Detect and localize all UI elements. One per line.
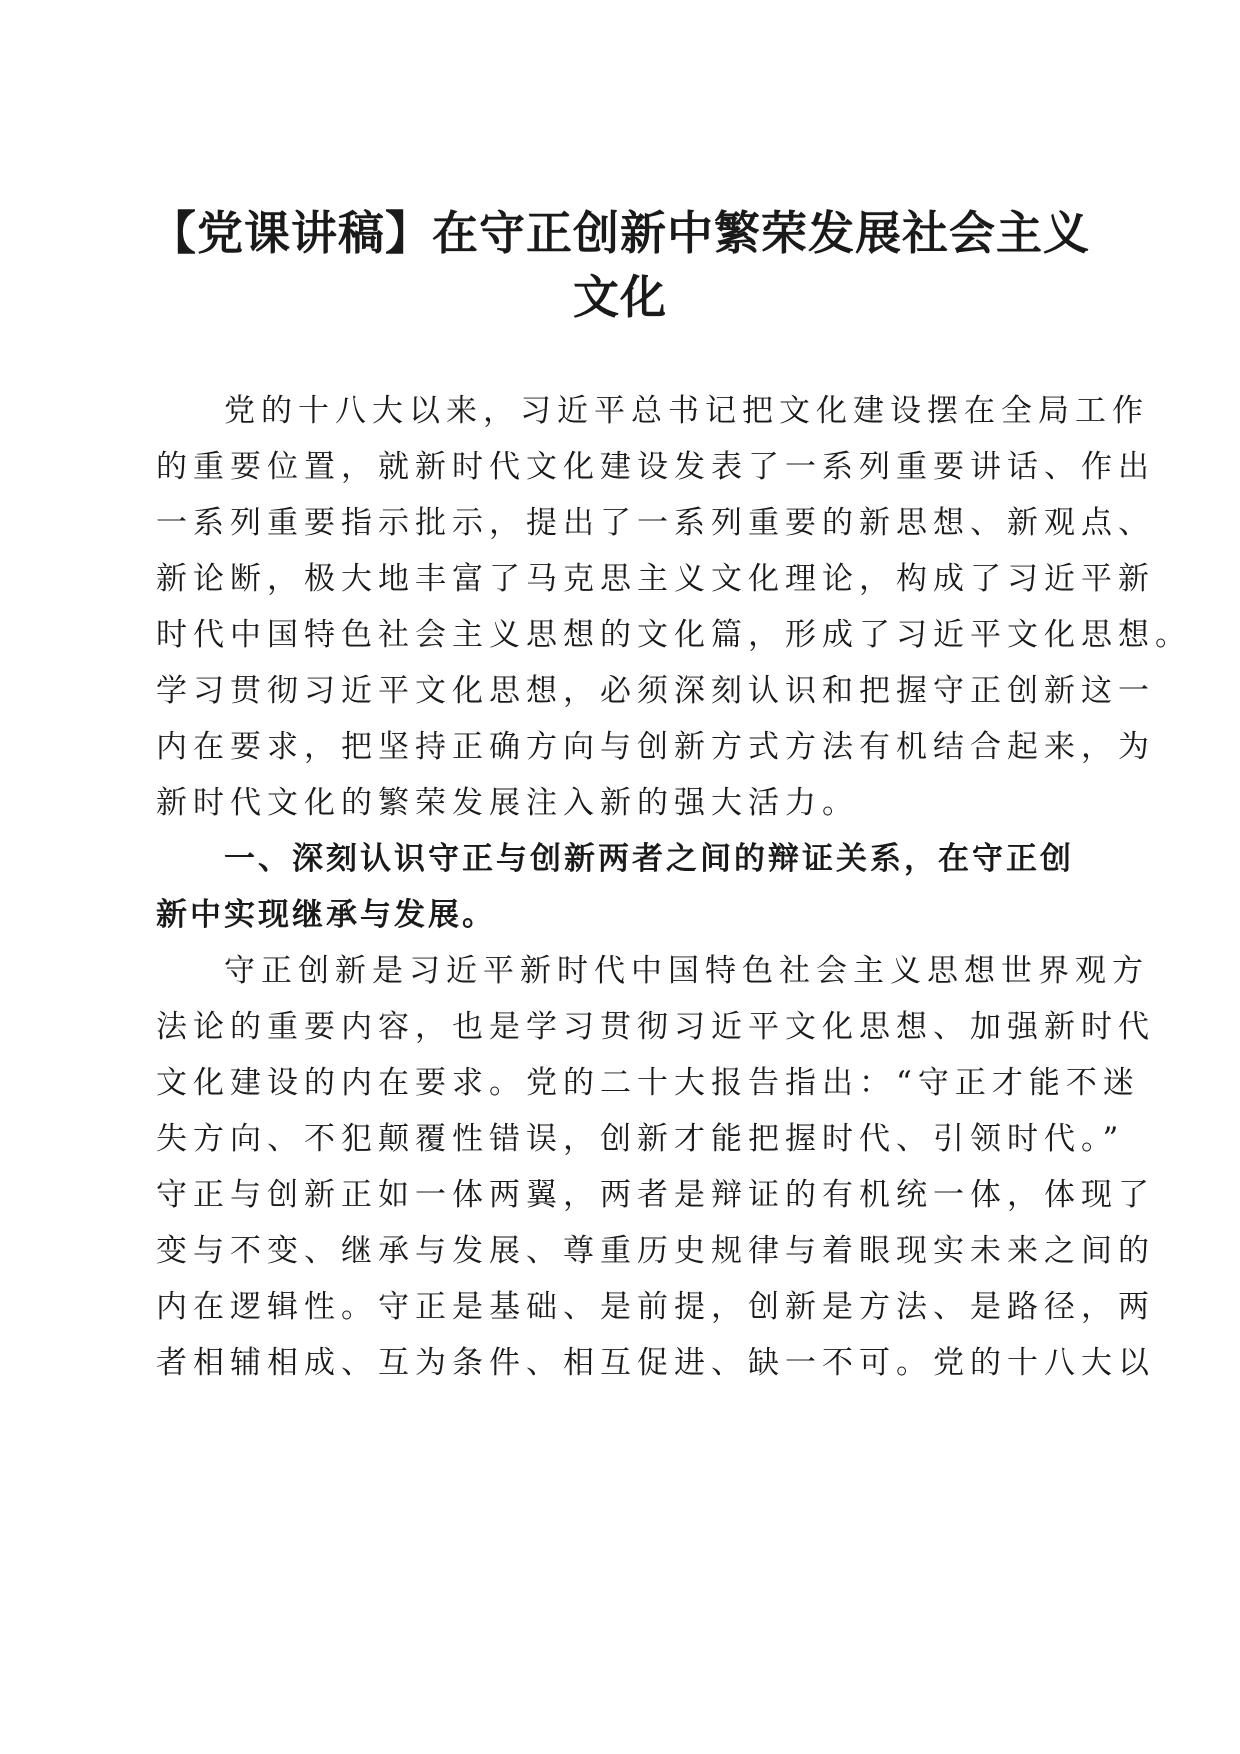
heading-line: 一、深刻认识守正与创新两者之间的辩证关系，在守正创: [224, 841, 1074, 877]
text-line: 守正创新是习近平新时代中国特色社会主义思想世界观方: [224, 953, 1149, 989]
text-line: 新论断，极大地丰富了马克思主义文化理论，构成了习近平新: [156, 561, 1155, 597]
title-line: 文化: [573, 269, 667, 324]
text-line: 时代中国特色社会主义思想的文化篇，形成了习近平文化思想。: [156, 617, 1192, 653]
text-line: 的重要位置，就新时代文化建设发表了一系列重要讲话、作出: [156, 449, 1155, 485]
text-line: 党的十八大以来，习近平总书记把文化建设摆在全局工作: [224, 393, 1149, 429]
text-line: 失方向、不犯颠覆性错误，创新才能把握时代、引领时代。”: [156, 1121, 1125, 1157]
title-line: 【党课讲稿】在守正创新中繁荣发展社会主义: [150, 205, 1090, 260]
text-line: 学习贯彻习近平文化思想，必须深刻认识和把握守正创新这一: [156, 673, 1155, 709]
text-line: 文化建设的内在要求。党的二十大报告指出：“守正才能不迷: [156, 1065, 1140, 1101]
text-line: 者相辅相成、互为条件、相互促进、缺一不可。党的十八大以: [156, 1345, 1155, 1381]
text-line: 新时代文化的繁荣发展注入新的强大活力。: [156, 785, 859, 821]
text-line: 内在要求，把坚持正确方向与创新方式方法有机结合起来，为: [156, 729, 1155, 765]
page-title: [150, 201, 1090, 329]
heading-line: 新中实现继承与发展。: [156, 897, 496, 933]
section-paragraph: [156, 943, 1155, 1391]
text-line: 法论的重要内容，也是学习贯彻习近平文化思想、加强新时代: [156, 1009, 1155, 1045]
text-line: 内在逻辑性。守正是基础、是前提，创新是方法、是路径，两: [156, 1289, 1155, 1325]
section-heading: [156, 831, 1086, 943]
document-body: [156, 383, 1192, 1391]
intro-paragraph: [156, 383, 1192, 831]
text-line: 守正与创新正如一体两翼，两者是辩证的有机统一体，体现了: [156, 1177, 1155, 1213]
text-line: 变与不变、继承与发展、尊重历史规律与着眼现实未来之间的: [156, 1233, 1155, 1269]
text-line: 一系列重要指示批示，提出了一系列重要的新思想、新观点、: [156, 505, 1155, 541]
